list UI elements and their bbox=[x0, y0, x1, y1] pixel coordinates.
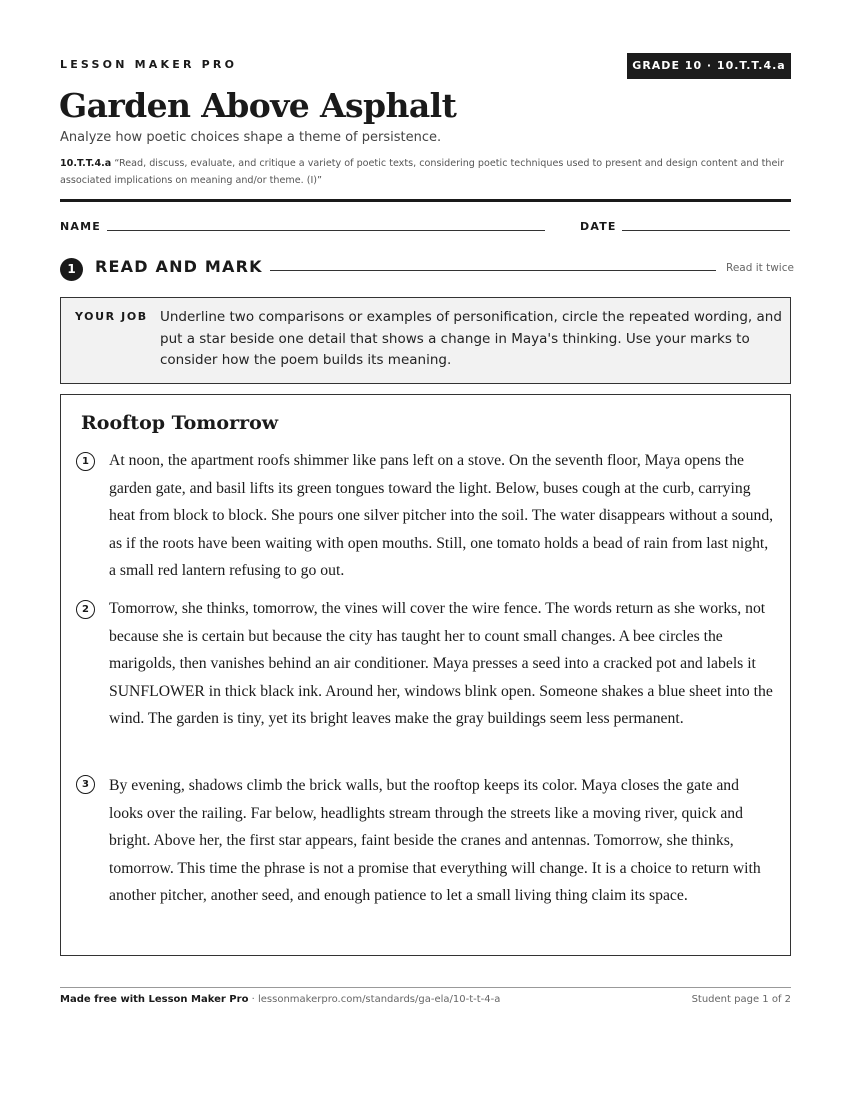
footer-divider bbox=[60, 987, 791, 988]
stanza-text: At noon, the apartment roofs shimmer like pans left on a stove. On the seventh floor, Maya opens the garden gate, and basil lifts its green tongues toward the light. Below, buses cough at the curb, carrying heat from block to block. She pours one silver pitcher into the soil. The water disappears without a sound, as if the roots have been waiting with open mouths. Still, one tomato holds a bead of rain from last night, a small red lantern refusing to go out. bbox=[109, 452, 774, 580]
job-instructions-box bbox=[60, 297, 791, 384]
poem-title: Rooftop Tomorrow bbox=[81, 412, 279, 434]
stanza-number-badge: 2 bbox=[76, 600, 95, 619]
brand-name: LESSON MAKER PRO bbox=[60, 58, 238, 71]
stanza-number-badge: 3 bbox=[76, 775, 95, 794]
date-field[interactable] bbox=[622, 230, 790, 231]
date-label: DATE bbox=[580, 220, 617, 233]
stanza-text: By evening, shadows climb the brick walls, but the rooftop keeps its color. Maya closes the gate and looks over the railing. Far below, headlights stream through the streets like a moving river, quick and bright. Above her, the first star appears, faint beside the cranes and antennas. Tomorrow, she thinks, tomorrow. This time the phrase is not a promise that everything will change. It is a choice to return with another pitcher, another seed, and enough patience to let a small living thing claim its space. bbox=[109, 777, 761, 905]
standard-text: “Read, discuss, evaluate, and critique a variety of poetic texts, considering poetic techniques used to present and design content and their associated implications on meaning and/or theme. (I)” bbox=[60, 158, 784, 186]
standard-description bbox=[60, 156, 792, 189]
job-label: YOUR JOB bbox=[75, 310, 148, 323]
standard-code: 10.T.T.4.a bbox=[60, 158, 112, 169]
header-divider bbox=[60, 199, 791, 202]
footer-made-with: Made free with Lesson Maker Pro bbox=[60, 994, 249, 1005]
grade-badge: GRADE 10 · 10.T.T.4.a bbox=[627, 53, 791, 79]
stanza-number-badge: 1 bbox=[76, 452, 95, 471]
section-number-badge: 1 bbox=[60, 258, 83, 281]
footer-url[interactable]: · lessonmakerpro.com/standards/ga-ela/10-t-t-4-a bbox=[248, 994, 501, 1005]
job-text: Underline two comparisons or examples of personification, circle the repeated wording, and put a star beside one detail that shows a change in Maya's thinking. Use your marks to consider how the poem builds its meaning. bbox=[160, 309, 782, 368]
page-subtitle: Analyze how poetic choices shape a theme of persistence. bbox=[60, 130, 442, 145]
section-divider bbox=[270, 270, 716, 271]
poem-box bbox=[60, 394, 791, 956]
name-field[interactable] bbox=[107, 230, 545, 231]
section-note: Read it twice bbox=[726, 262, 794, 274]
page-title: Garden Above Asphalt bbox=[59, 86, 457, 125]
page-indicator: Student page 1 of 2 bbox=[691, 994, 791, 1005]
footer-credit bbox=[60, 994, 500, 1005]
stanza-text: Tomorrow, she thinks, tomorrow, the vines will cover the wire fence. The words return as she works, not because she is certain but because the city has taught her to count small changes. A bee circles the marigolds, then vanishes behind an air conditioner. Maya presses a seed into a cracked pot and labels it SUNFLOWER in thick black ink. Around her, windows blink open. Someone shakes a blue sheet into the wind. The garden is tiny, yet its bright leaves make the gray buildings seem less permanent. bbox=[109, 600, 773, 728]
name-label: NAME bbox=[60, 220, 101, 233]
section-title: READ AND MARK bbox=[95, 257, 263, 276]
